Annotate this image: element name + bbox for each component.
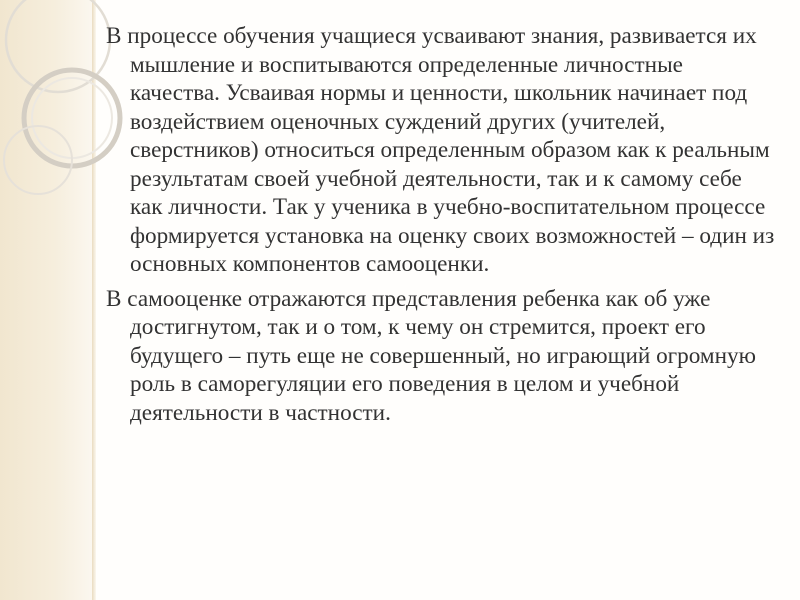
paragraph-2: В самооценке отражаются представления ребенка как об уже достигнутом, так и о том, к чему он стремится, проект его будущего – путь еще не совершенный, но играющий огромную роль в саморегуляции его поведения в целом и учебной деятельности в частности. xyxy=(106,285,756,426)
paragraph-1: В процессе обучения учащиеся усваивают знания, развивается их мышление и воспитываются определенные личностные качества. Усваивая нормы и ценности, школьник начинает под воздействием оценочных суждений других (учителей, сверстников) относиться определенным образом как к реальным результатам своей учебной деятельности, так и к самому себе как личности. Так у ученика в учебно-воспитательном процессе формируется установка на оценку своих возможностей – один из основных компонентов самооценки. xyxy=(106,23,775,277)
slide-body xyxy=(106,22,776,433)
